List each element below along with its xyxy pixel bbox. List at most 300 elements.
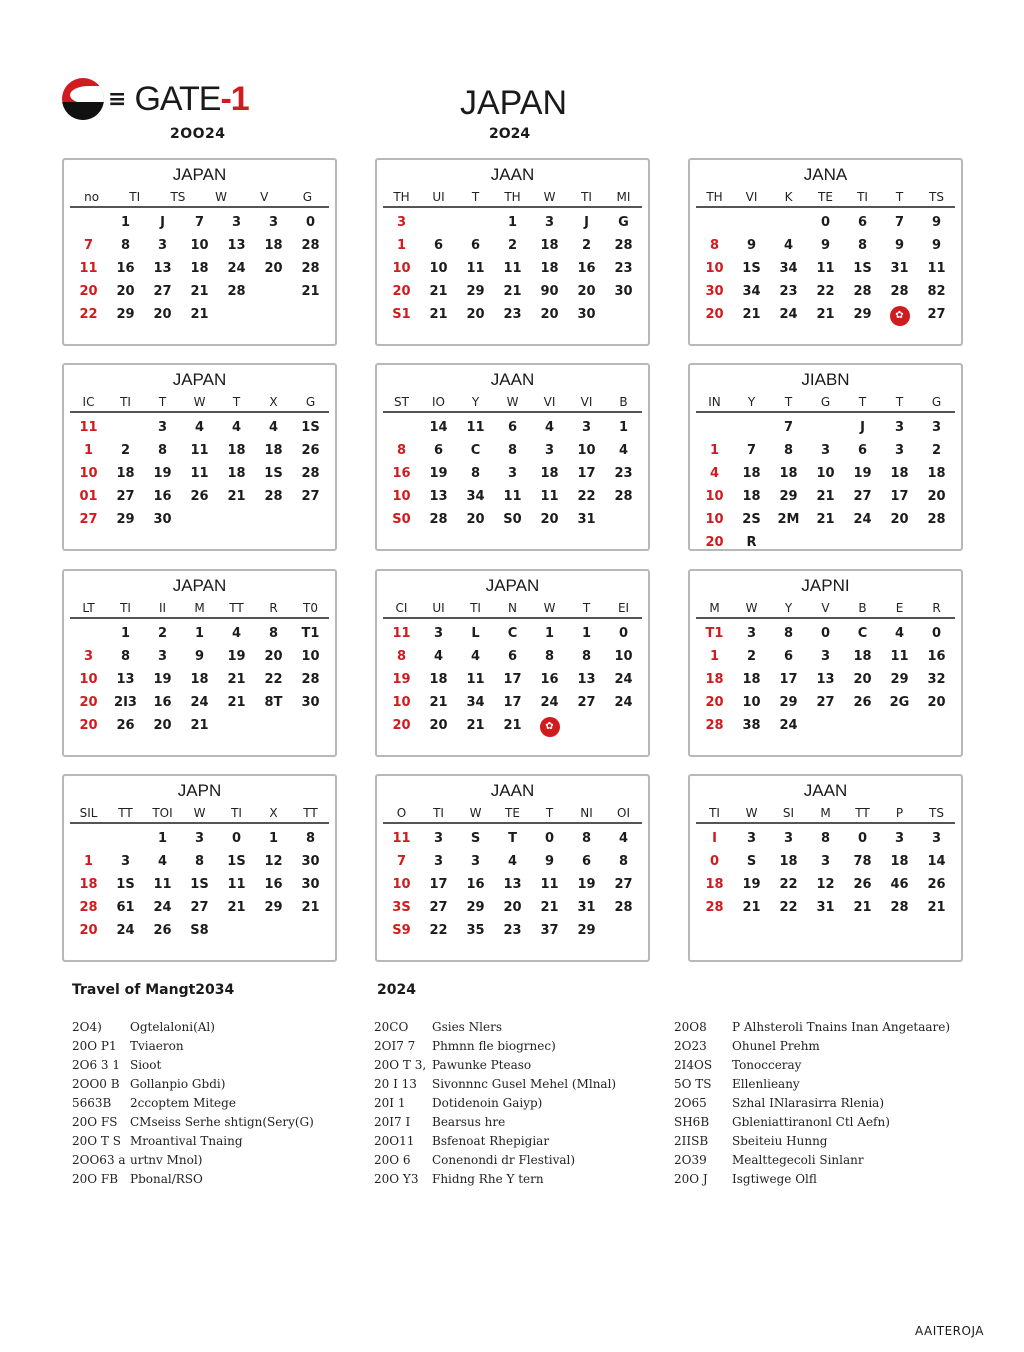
day-cell: 2 [507, 238, 518, 253]
day-cell: 61 [116, 900, 135, 915]
day-cell [218, 303, 255, 326]
day-cell: 11 [466, 420, 485, 435]
day-cell [844, 531, 881, 554]
day-cell: 11 [79, 261, 98, 276]
list-item-date: 2OO63 a [72, 1153, 126, 1167]
day-cell: J [160, 215, 165, 230]
day-cell: 8 [581, 649, 592, 664]
list-item-name: Bsfenoat Rhepigiar [432, 1134, 550, 1148]
weekday-label: W [506, 395, 519, 409]
weekday-label: TI [231, 806, 242, 820]
weekday-label: TT [303, 806, 318, 820]
day-cell: 21 [227, 672, 246, 687]
day-cell: 3 [433, 831, 444, 846]
day-cell: 37 [540, 923, 559, 938]
weekday-label: TOI [152, 806, 173, 820]
day-cell: 10 [79, 466, 98, 481]
weekday-label: X [269, 806, 278, 820]
day-cell [770, 531, 807, 554]
day-cell: 1 [507, 215, 518, 230]
day-cell: 11 [153, 877, 172, 892]
day-cell [807, 416, 844, 439]
day-cell: 3 [507, 466, 518, 481]
day-cell: J [584, 215, 589, 230]
day-cell [568, 714, 605, 737]
day-cell: J [860, 420, 865, 435]
day-cell: 8 [709, 238, 720, 253]
day-cell: 29 [577, 923, 596, 938]
day-cell: 3 [157, 238, 168, 253]
day-cell: 4 [507, 854, 518, 869]
day-cell: 19 [153, 672, 172, 687]
weekday-label: TI [120, 395, 131, 409]
list-item [72, 1094, 372, 1113]
list-item-name: Pawunke Pteaso [432, 1058, 532, 1072]
day-grid [383, 416, 642, 531]
day-cell: I [712, 831, 717, 846]
day-cell: 2I3 [114, 695, 137, 710]
list-item-name: Bearsus hre [432, 1115, 506, 1129]
gate1-logo [62, 78, 249, 120]
list-item [72, 1113, 372, 1132]
day-cell [605, 714, 642, 737]
weekday-label: TI [581, 190, 592, 204]
day-cell: 30 [301, 695, 320, 710]
list-item-date: 20O FB [72, 1172, 119, 1186]
day-cell [881, 714, 918, 737]
day-cell: 3 [157, 649, 168, 664]
day-cell: 6 [470, 238, 481, 253]
weekday-label: W [193, 395, 206, 409]
day-cell: 3 [470, 854, 481, 869]
day-cell: 21 [466, 718, 485, 733]
day-cell [605, 303, 642, 326]
list-item-date: SH6B [674, 1115, 710, 1129]
day-cell: 10 [742, 695, 761, 710]
day-cell: 28 [301, 238, 320, 253]
day-cell: 28 [429, 512, 448, 527]
day-cell: 31 [577, 512, 596, 527]
day-cell: 1 [544, 626, 555, 641]
list-item [374, 1037, 674, 1056]
day-cell: 9 [544, 854, 555, 869]
day-cell: 24 [540, 695, 559, 710]
day-cell: 20 [540, 512, 559, 527]
day-cell [881, 303, 918, 326]
day-cell: 16 [264, 877, 283, 892]
list-item-date: 2O23 [674, 1039, 707, 1053]
list-item-name: Tviaeron [130, 1039, 184, 1053]
day-cell: 0 [857, 831, 868, 846]
day-cell: 8 [857, 238, 868, 253]
day-cell [844, 714, 881, 737]
weekday-header [383, 599, 642, 619]
list-item [72, 1037, 372, 1056]
day-cell [218, 508, 255, 531]
month-name: JAPN [177, 781, 222, 800]
month-name: JAAN [490, 781, 535, 800]
day-cell: 28 [79, 900, 98, 915]
day-cell [807, 531, 844, 554]
month-name: JANA [803, 165, 848, 184]
weekday-label: E [895, 601, 904, 615]
day-cell: 12 [264, 854, 283, 869]
weekday-label: M [194, 601, 205, 615]
day-cell: 18 [890, 854, 909, 869]
month-card [62, 363, 337, 551]
day-cell: 1 [83, 443, 94, 458]
day-cell: 21 [816, 307, 835, 322]
day-cell: 11 [190, 466, 209, 481]
day-cell: T [508, 831, 517, 846]
weekday-label: IO [432, 395, 445, 409]
day-cell: 28 [705, 718, 724, 733]
list-item-name: Dotidenoin Gaiyp) [432, 1096, 543, 1110]
list-item-name: Mroantival Tnaing [130, 1134, 243, 1148]
logo-lines-icon: ≡ [108, 86, 127, 112]
day-cell [918, 714, 955, 737]
day-cell: 1S [742, 261, 761, 276]
day-cell: 82 [927, 284, 946, 299]
day-cell: 20 [705, 695, 724, 710]
weekday-label: T [895, 190, 904, 204]
day-cell: 3 [396, 215, 407, 230]
weekday-header [383, 393, 642, 413]
weekday-label: ST [394, 395, 409, 409]
day-cell [881, 531, 918, 554]
day-cell [531, 714, 568, 737]
day-cell: 20 [429, 718, 448, 733]
day-cell: 28 [264, 489, 283, 504]
day-cell: 4 [709, 466, 720, 481]
day-cell: 3 [433, 854, 444, 869]
day-cell: 20 [577, 284, 596, 299]
weekday-label: CI [395, 601, 408, 615]
list-item [72, 1056, 372, 1075]
day-cell: 3 [894, 443, 905, 458]
day-cell: 20 [79, 284, 98, 299]
weekday-header [383, 188, 642, 208]
day-cell: 30 [301, 877, 320, 892]
day-cell: 18 [742, 466, 761, 481]
weekday-label: V [821, 601, 830, 615]
list-item-name: Mealttegecoli Sinlanr [732, 1153, 864, 1167]
day-cell: 13 [816, 672, 835, 687]
day-cell [107, 416, 144, 439]
list-item-name: Pbonal/RSO [130, 1172, 203, 1186]
weekday-label: TE [818, 190, 833, 204]
day-cell: S0 [503, 512, 522, 527]
day-cell: 0 [931, 626, 942, 641]
day-cell: 21 [301, 284, 320, 299]
holiday-marker-icon: ✿ [890, 306, 910, 326]
day-cell [255, 303, 292, 326]
day-cell: 3 [544, 443, 555, 458]
day-cell: 8 [396, 443, 407, 458]
day-cell: 21 [429, 695, 448, 710]
day-cell: 11 [392, 626, 411, 641]
weekday-label: T [471, 190, 480, 204]
day-cell: 2M [777, 512, 800, 527]
day-cell [696, 416, 733, 439]
day-cell: 4 [433, 649, 444, 664]
month-card [62, 569, 337, 757]
day-cell: 0 [305, 215, 316, 230]
day-cell: 13 [116, 672, 135, 687]
month-card [688, 774, 963, 962]
weekday-label: VI [580, 395, 593, 409]
day-cell: 11 [503, 261, 522, 276]
weekday-header [696, 804, 955, 824]
weekday-label: no [84, 190, 100, 204]
day-cell: 2 [157, 626, 168, 641]
weekday-label: TS [929, 190, 944, 204]
day-cell: 4 [470, 649, 481, 664]
weekday-label: TS [929, 806, 944, 820]
day-cell: 11 [190, 443, 209, 458]
day-grid [696, 827, 955, 919]
day-cell: 26 [927, 877, 946, 892]
month-name: JAPAN [172, 370, 227, 389]
weekday-header [70, 599, 329, 619]
holiday-marker-icon: ✿ [540, 717, 560, 737]
day-cell: 8 [194, 854, 205, 869]
day-cell: 28 [927, 512, 946, 527]
weekday-header [696, 393, 955, 413]
weekday-label: M [709, 601, 720, 615]
weekday-label: OI [617, 806, 630, 820]
day-cell: 27 [79, 512, 98, 527]
day-cell: 22 [816, 284, 835, 299]
day-cell: 11 [890, 649, 909, 664]
day-cell: 24 [116, 923, 135, 938]
day-cell: 1 [618, 420, 629, 435]
day-cell: 26 [853, 695, 872, 710]
day-cell: 14 [429, 420, 448, 435]
day-cell: 22 [779, 877, 798, 892]
day-cell: 8 [783, 626, 794, 641]
day-cell: 17 [577, 466, 596, 481]
day-cell: 10 [392, 877, 411, 892]
weekday-label: W [215, 190, 228, 204]
day-cell: 29 [466, 900, 485, 915]
day-cell: 6 [507, 649, 518, 664]
weekday-label: VI [745, 190, 758, 204]
day-cell: 10 [705, 512, 724, 527]
day-cell [292, 303, 329, 326]
day-cell: 24 [779, 307, 798, 322]
list-item-name: 2ccoptem Mitege [130, 1096, 236, 1110]
day-cell: 18 [779, 466, 798, 481]
day-cell: 10 [705, 261, 724, 276]
list-item-date: 2O6 3 1 [72, 1058, 121, 1072]
day-cell: 11 [540, 877, 559, 892]
month-card [62, 774, 337, 962]
day-cell: 1S [116, 877, 135, 892]
day-cell: 6 [433, 443, 444, 458]
day-cell: 4 [268, 420, 279, 435]
day-cell: 24 [614, 695, 633, 710]
day-cell: 18 [540, 466, 559, 481]
day-cell: 38 [742, 718, 761, 733]
day-cell: 20 [705, 307, 724, 322]
day-grid [383, 827, 642, 942]
day-cell: 11 [79, 420, 98, 435]
month-name: JAPAN [485, 576, 540, 595]
weekday-label: TI [857, 190, 868, 204]
month-card [375, 363, 650, 551]
day-cell: 7 [396, 854, 407, 869]
day-cell [70, 622, 107, 645]
weekday-header [696, 188, 955, 208]
day-cell: 1S [264, 466, 283, 481]
day-cell: 27 [429, 900, 448, 915]
list-item [374, 1113, 674, 1132]
day-cell [218, 714, 255, 737]
list-item-name: Ohunel Prehm [732, 1039, 820, 1053]
day-cell: 3S [392, 900, 411, 915]
day-cell: 6 [433, 238, 444, 253]
list-item-date: 2OO0 B [72, 1077, 120, 1091]
day-cell: 1 [396, 238, 407, 253]
day-cell: 21 [190, 307, 209, 322]
day-cell: 27 [927, 307, 946, 322]
day-cell: 10 [190, 238, 209, 253]
day-cell: 16 [577, 261, 596, 276]
day-cell [181, 508, 218, 531]
list-item-date: 5O TS [674, 1077, 712, 1091]
day-grid [70, 211, 329, 326]
page-header [0, 78, 1024, 148]
day-cell: 18 [190, 261, 209, 276]
list-item [674, 1113, 974, 1132]
day-cell: 2G [889, 695, 910, 710]
day-cell: 28 [614, 238, 633, 253]
day-cell: 21 [816, 512, 835, 527]
weekday-label: K [784, 190, 793, 204]
day-cell: 26 [853, 877, 872, 892]
weekday-label: W [469, 806, 482, 820]
day-cell: 18 [779, 854, 798, 869]
day-cell: 34 [779, 261, 798, 276]
day-cell: 18 [742, 672, 761, 687]
day-cell: 18 [742, 489, 761, 504]
day-cell: 20 [503, 900, 522, 915]
day-cell: 8 [783, 443, 794, 458]
list-item-name: CMseiss Serhe shtign(Sery(G) [130, 1115, 314, 1129]
day-cell: 7 [894, 215, 905, 230]
day-grid [696, 416, 955, 554]
day-cell: 16 [466, 877, 485, 892]
day-cell: 17 [779, 672, 798, 687]
list-item-date: 20O P1 [72, 1039, 117, 1053]
weekday-label: T [858, 395, 867, 409]
day-cell: 8 [120, 238, 131, 253]
day-cell: 4 [618, 443, 629, 458]
day-cell: 18 [540, 261, 559, 276]
day-cell: 8 [581, 831, 592, 846]
list-item-date: 20O8 [674, 1020, 707, 1034]
logo-year: 2OO24 [170, 126, 226, 142]
list-item [674, 1018, 974, 1037]
month-name: JAAN [803, 781, 848, 800]
day-cell: 6 [857, 215, 868, 230]
day-cell: 7 [194, 215, 205, 230]
day-cell: 1 [120, 215, 131, 230]
day-cell: 8 [305, 831, 316, 846]
list-item [72, 1151, 372, 1170]
weekday-label: W [745, 601, 758, 615]
day-cell [218, 919, 255, 942]
day-cell: 2 [581, 238, 592, 253]
day-cell: 28 [301, 466, 320, 481]
day-cell: 27 [816, 695, 835, 710]
weekday-label: TH [706, 190, 723, 204]
day-cell: 27 [614, 877, 633, 892]
day-cell: 21 [503, 284, 522, 299]
holiday-list-left [72, 1018, 372, 1189]
day-cell: 9 [894, 238, 905, 253]
day-cell: 23 [614, 466, 633, 481]
day-cell: 24 [779, 718, 798, 733]
day-cell: 10 [705, 489, 724, 504]
list-item-date: 20I 1 [374, 1096, 406, 1110]
list-item-name: Gollanpio Gbdi) [130, 1077, 226, 1091]
day-cell: 3 [894, 831, 905, 846]
day-cell: 22 [79, 307, 98, 322]
list-item-name: Sivonnnc Gusel Mehel (Mlnal) [432, 1077, 617, 1091]
list-item [374, 1018, 674, 1037]
day-cell: 27 [577, 695, 596, 710]
weekday-label: VI [543, 395, 556, 409]
day-cell: 19 [429, 466, 448, 481]
day-cell: 16 [392, 466, 411, 481]
day-cell: 7 [783, 420, 794, 435]
day-cell: 35 [466, 923, 485, 938]
day-cell: 12 [816, 877, 835, 892]
weekday-label: G [931, 395, 942, 409]
day-cell: 10 [79, 672, 98, 687]
weekday-label: TI [129, 190, 141, 204]
weekday-label: M [820, 806, 831, 820]
day-cell: 0 [709, 854, 720, 869]
list-item-date: 20CO [374, 1020, 409, 1034]
title-year: 2O24 [489, 126, 531, 142]
day-cell: S [470, 831, 481, 846]
day-cell: 21 [429, 284, 448, 299]
weekday-label: TI [709, 806, 720, 820]
day-cell: 20 [466, 512, 485, 527]
day-grid [696, 211, 955, 326]
day-cell: 27 [301, 489, 320, 504]
day-grid [70, 416, 329, 531]
day-cell: 13 [503, 877, 522, 892]
weekday-label: EI [617, 601, 630, 615]
day-cell: 21 [227, 489, 246, 504]
day-cell: 11 [392, 831, 411, 846]
list-item [674, 1170, 974, 1189]
day-cell: 1 [83, 854, 94, 869]
day-grid [696, 622, 955, 737]
weekday-label: G [305, 395, 316, 409]
day-cell [292, 919, 329, 942]
month-name: JAAN [490, 165, 535, 184]
day-cell: 2 [931, 443, 942, 458]
list-item-name: Gsies Nlers [432, 1020, 502, 1034]
day-cell: 9 [746, 238, 757, 253]
day-cell: 13 [577, 672, 596, 687]
day-cell: 24 [614, 672, 633, 687]
